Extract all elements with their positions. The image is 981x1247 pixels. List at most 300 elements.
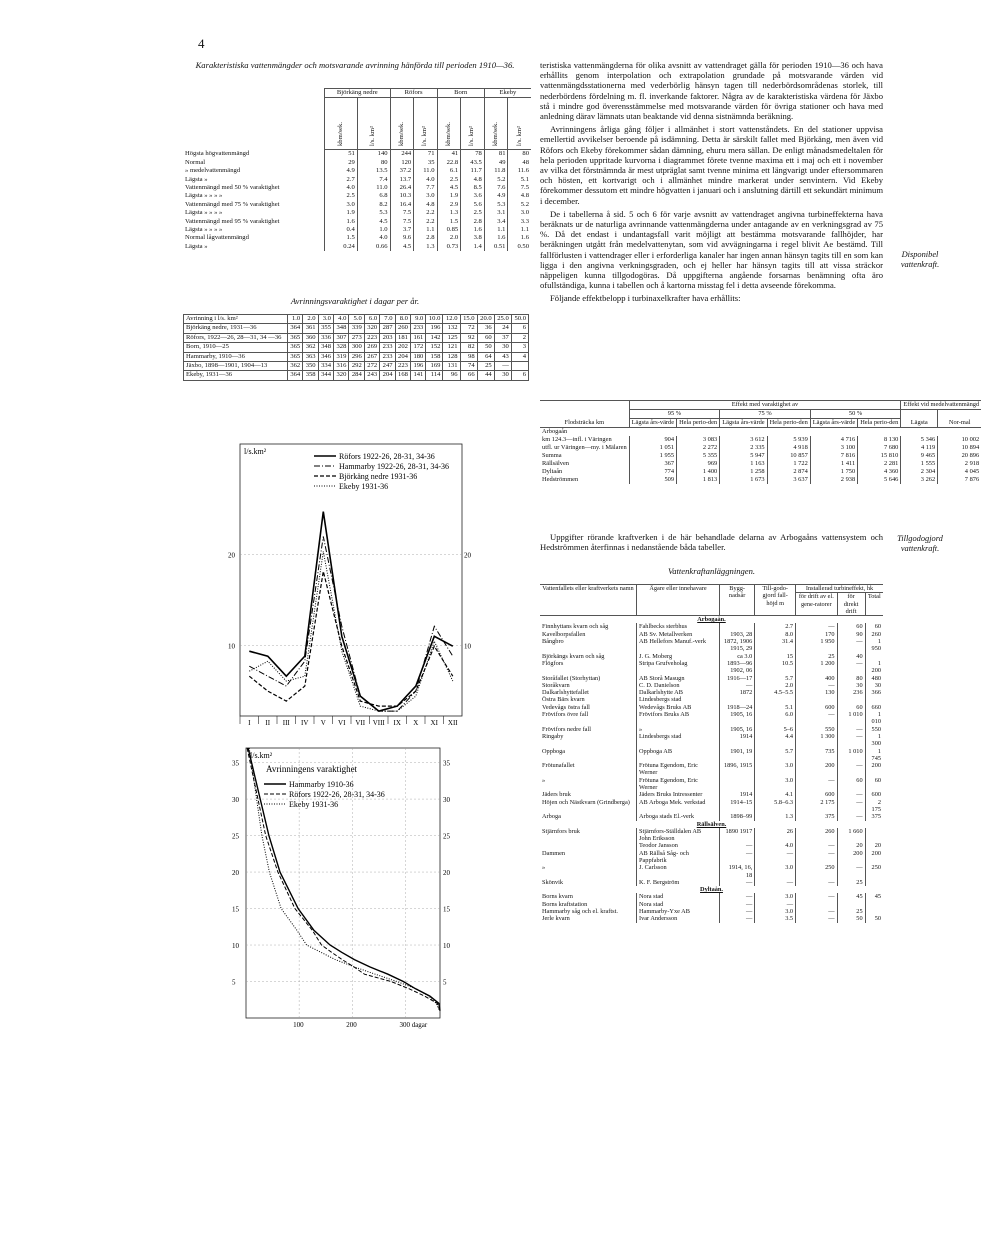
chart2-ytick: 35 bbox=[232, 759, 239, 768]
right-text-2 bbox=[540, 532, 883, 555]
cell: 158 bbox=[426, 352, 443, 361]
plant-a bbox=[796, 835, 838, 842]
cell: 2 938 bbox=[810, 476, 857, 484]
table-row bbox=[183, 218, 531, 226]
cell: 1 051 bbox=[629, 444, 676, 452]
chart1-ytick: 20 bbox=[228, 551, 235, 560]
table-row bbox=[540, 733, 883, 748]
cell: 8.5 bbox=[461, 184, 485, 192]
cell: 287 bbox=[380, 324, 395, 333]
plant-owner: AB Hellefors Manuf.-verk bbox=[637, 638, 720, 653]
plant-owner: Wedevågs Bruks AB bbox=[637, 704, 720, 711]
cell: 1.9 bbox=[325, 209, 358, 217]
plant-b: 45 bbox=[837, 893, 865, 900]
cell: 4 045 bbox=[938, 468, 981, 476]
plant-fall: 4.4 bbox=[755, 733, 796, 748]
cell: 204 bbox=[380, 371, 395, 380]
plant-a: 2 175 bbox=[796, 799, 838, 814]
cell: 233 bbox=[380, 352, 395, 361]
t4-h-name: Vattenfallets eller kraftverkets namn bbox=[540, 585, 637, 616]
table1 bbox=[183, 88, 531, 251]
cell: 1 411 bbox=[810, 460, 857, 468]
table-row bbox=[540, 748, 883, 763]
plant-year: 1872 bbox=[720, 689, 755, 696]
t2-col: 15.0 bbox=[460, 315, 477, 324]
plant-a: — bbox=[796, 893, 838, 900]
cell: 5.3 bbox=[357, 209, 390, 217]
chart1-curve bbox=[249, 512, 452, 711]
paragraph-1: teristiska vattenmängderna för olika avsnitt av vattendraget gälla för perioden 1910—36 och hava erhållits genom interpolation och extrapolation grundade på motsvarande värden vid vattenmängdsstationerna med vederbörlig hänsyn tagen till nederbördsområdenas storlek, till nederbördens fördelning m. fl. inverkande faktorer. Några av de karakteristiska värdena för Jäxbo stå i mindre god överensstämmelse med motsvarande värden för övriga stationer och hava med anledning därav lämnats utan beaktande vid denna sistnämnda beräkning. bbox=[540, 60, 883, 122]
cell: 1.3 bbox=[414, 243, 437, 251]
cell: 5 355 bbox=[677, 452, 720, 460]
t4-h-total: Total bbox=[865, 593, 883, 616]
cell: 4.9 bbox=[325, 167, 358, 175]
chart1-curve bbox=[249, 571, 452, 706]
plant-c: 50 bbox=[865, 915, 883, 922]
plant-year: — bbox=[720, 893, 755, 900]
plant-fall: — bbox=[755, 850, 796, 865]
cell: 243 bbox=[364, 371, 379, 380]
t1-group: Born bbox=[437, 89, 484, 98]
cell: 272 bbox=[364, 362, 379, 371]
plant-owner: Frötuna Egendom, Eric Werner bbox=[637, 762, 720, 777]
plant-fall: 2.0 bbox=[755, 682, 796, 689]
plant-c: 200 bbox=[865, 850, 883, 865]
plant-c bbox=[865, 653, 883, 660]
cell: 35 bbox=[414, 159, 437, 167]
cell: 203 bbox=[380, 333, 395, 342]
plant-name: Höjen och Nästkvarn (Grindberga) bbox=[542, 798, 630, 806]
t2-col: 2.0 bbox=[303, 315, 318, 324]
cell: 66 bbox=[460, 371, 477, 380]
table-row bbox=[540, 908, 883, 915]
t2-col: 20.0 bbox=[477, 315, 494, 324]
plant-year: 1914 bbox=[720, 733, 755, 748]
plant-b: 50 bbox=[837, 915, 865, 922]
chart2-ytick: 5 bbox=[232, 978, 236, 987]
plant-owner: Nora stad bbox=[637, 893, 720, 900]
plant-c: 60 bbox=[865, 623, 883, 630]
plant-a: — bbox=[796, 879, 838, 886]
cell: 74 bbox=[460, 362, 477, 371]
plant-b bbox=[837, 901, 865, 908]
chart1-month: I bbox=[248, 719, 251, 727]
plant-fall: 3.0 bbox=[755, 777, 796, 792]
t2-col: 7.0 bbox=[380, 315, 395, 324]
plant-c: 200 bbox=[865, 762, 883, 777]
plant-a: 735 bbox=[796, 748, 838, 763]
plant-year: 1905, 16 bbox=[720, 726, 755, 733]
table-row bbox=[183, 226, 531, 234]
cell: 361 bbox=[303, 324, 318, 333]
plant-a: — bbox=[796, 623, 838, 630]
plant-owner: Jäders Bruks Intressenter bbox=[637, 791, 720, 798]
row-label: Lägsta » » » » bbox=[185, 209, 223, 217]
t2-col: 50.0 bbox=[511, 315, 528, 324]
cell: 4 119 bbox=[901, 444, 938, 452]
duration-curve-chart bbox=[226, 742, 476, 1032]
t1-subhead: kbm/sek. bbox=[325, 98, 358, 150]
cell: 6.8 bbox=[357, 192, 390, 200]
plant-a: — bbox=[796, 908, 838, 915]
plant-year: 1916—17 bbox=[720, 675, 755, 682]
chart1-legend-label: Röfors 1922-26, 28-31, 34-36 bbox=[339, 452, 435, 461]
table-row bbox=[540, 901, 883, 908]
chart1-month: IV bbox=[301, 719, 309, 727]
row-label: Hedströmmen bbox=[542, 476, 579, 483]
cell: 4 360 bbox=[858, 468, 901, 476]
cell: 43 bbox=[494, 352, 511, 361]
plant-year: 1872, 1906 1915, 29 bbox=[720, 638, 755, 653]
table-row bbox=[183, 184, 531, 192]
plant-name bbox=[540, 835, 637, 842]
cell: 365 bbox=[287, 333, 302, 342]
chart1-legend-label: Ekeby 1931-36 bbox=[339, 482, 389, 491]
cell: 96 bbox=[443, 371, 460, 380]
section-heading: Rällsälven. bbox=[696, 820, 727, 828]
cell: 364 bbox=[287, 371, 302, 380]
plant-a: 200 bbox=[796, 762, 838, 777]
cell: 362 bbox=[303, 343, 318, 352]
table2-title: Avrinningsvaraktighet i dagar per år. bbox=[290, 296, 420, 306]
plant-fall: 4.0 bbox=[755, 842, 796, 849]
cell: 2.2 bbox=[414, 209, 437, 217]
cell: 7.7 bbox=[414, 184, 437, 192]
plant-b: 80 bbox=[837, 675, 865, 682]
cell: 5.3 bbox=[484, 201, 508, 209]
table-row bbox=[183, 150, 531, 159]
cell: 72 bbox=[460, 324, 477, 333]
cell: 82 bbox=[460, 343, 477, 352]
plant-c: 1 950 bbox=[865, 638, 883, 653]
plant-fall: 15 bbox=[755, 653, 796, 660]
table-row bbox=[540, 821, 883, 828]
cell: 1.1 bbox=[484, 226, 508, 234]
t2-col: 8.0 bbox=[395, 315, 410, 324]
plant-owner: Dalkarlshytte AB bbox=[637, 689, 720, 696]
plant-name: Bångbro bbox=[542, 638, 564, 646]
table-row bbox=[184, 371, 529, 380]
table-row bbox=[540, 879, 883, 886]
chart1-month: V bbox=[320, 719, 326, 727]
cell: 0.73 bbox=[437, 243, 461, 251]
table-row bbox=[540, 799, 883, 814]
plants-table bbox=[540, 584, 883, 923]
plant-a: — bbox=[796, 682, 838, 689]
plant-b: — bbox=[837, 762, 865, 777]
plant-year: 1903, 28 bbox=[720, 631, 755, 638]
table-row bbox=[183, 167, 531, 175]
row-label: utfl. ur Väringen—my. i Mälaren bbox=[542, 444, 627, 451]
cell: 1.1 bbox=[414, 226, 437, 234]
cell: 320 bbox=[364, 324, 379, 333]
plant-c: 60 bbox=[865, 777, 883, 792]
chart2-ytick-right: 10 bbox=[443, 942, 450, 951]
chart1-month: VIII bbox=[372, 719, 385, 727]
chart2-unit: l/s.km² bbox=[250, 751, 273, 760]
cell: 2.5 bbox=[325, 192, 358, 200]
cell: 3.8 bbox=[461, 234, 485, 242]
plant-c: 260 bbox=[865, 631, 883, 638]
row-label: Vattenmängd med 50 % varaktighet bbox=[185, 184, 280, 192]
plant-fall: 8.0 bbox=[755, 631, 796, 638]
plant-fall: 4.1 bbox=[755, 791, 796, 798]
plant-name: Björkängs kvarn och såg bbox=[542, 652, 605, 660]
cell: 161 bbox=[410, 333, 425, 342]
plant-fall: 3.0 bbox=[755, 908, 796, 915]
cell: 1.3 bbox=[437, 209, 461, 217]
cell: 4.8 bbox=[414, 201, 437, 209]
cell: 3.0 bbox=[325, 201, 358, 209]
cell: 4.0 bbox=[414, 176, 437, 184]
row-label: Lägsta » » » » bbox=[185, 226, 223, 234]
chart2-xtick: 200 bbox=[346, 1021, 357, 1029]
cell: 233 bbox=[380, 343, 395, 352]
cell: 10 894 bbox=[938, 444, 981, 452]
plant-name bbox=[540, 842, 637, 849]
row-label: Vattenmängd med 75 % varaktighet bbox=[185, 200, 280, 208]
cell: 10 002 bbox=[938, 436, 981, 444]
cell: 969 bbox=[677, 460, 720, 468]
cell: 9.6 bbox=[390, 234, 414, 242]
plant-owner: J. G. Moberg bbox=[637, 653, 720, 660]
t2-col: 25.0 bbox=[494, 315, 511, 324]
cell: 2 bbox=[511, 333, 528, 342]
plant-year: 1896, 1915 bbox=[720, 762, 755, 777]
cell: 3.3 bbox=[508, 218, 531, 226]
table-row bbox=[183, 159, 531, 167]
table-row bbox=[540, 682, 883, 689]
chart2-ytick-right: 15 bbox=[443, 905, 450, 914]
plant-fall: 3.0 bbox=[755, 762, 796, 777]
cell: 49 bbox=[484, 159, 508, 167]
cell: 509 bbox=[629, 476, 676, 484]
table-row bbox=[540, 675, 883, 682]
t3-h-hela: Hela perio-den bbox=[767, 419, 810, 428]
chart1-month: IX bbox=[393, 719, 401, 727]
chart2-xtick: 300 dagar bbox=[399, 1021, 428, 1029]
cell: 11.0 bbox=[357, 184, 390, 192]
section-heading: Dyltaån. bbox=[700, 886, 723, 894]
t1-group: Ekeby bbox=[484, 89, 531, 98]
table-row bbox=[540, 864, 883, 879]
cell: 0.24 bbox=[325, 243, 358, 251]
cell: 15 810 bbox=[858, 452, 901, 460]
cell: 1 673 bbox=[720, 476, 767, 484]
cell: 5.1 bbox=[508, 176, 531, 184]
cell: 320 bbox=[333, 371, 348, 380]
cell: 328 bbox=[333, 343, 348, 352]
cell: 8.2 bbox=[357, 201, 390, 209]
plant-name: Jäders bruk bbox=[542, 791, 571, 799]
cell: 2.5 bbox=[437, 176, 461, 184]
table-row bbox=[540, 711, 883, 726]
plant-a: 170 bbox=[796, 631, 838, 638]
plant-name: Storåfallet (Storhyttan) bbox=[542, 674, 601, 682]
plant-c bbox=[865, 696, 883, 703]
cell bbox=[511, 362, 528, 371]
plant-year: 1898–99 bbox=[720, 813, 755, 820]
cell: 24 bbox=[494, 324, 511, 333]
chart1-ytick: 10 bbox=[228, 642, 235, 651]
cell: 7.6 bbox=[484, 184, 508, 192]
plant-owner: AB Sv. Metallverken bbox=[637, 631, 720, 638]
row-label: Rällsälven bbox=[542, 460, 569, 467]
t2-head-label: Avrinning i l/s. km² bbox=[184, 315, 288, 324]
cell: 152 bbox=[426, 343, 443, 352]
plant-c: 660 bbox=[865, 704, 883, 711]
table-row bbox=[540, 638, 883, 653]
plant-a: 1 950 bbox=[796, 638, 838, 653]
section-heading: Arbogaån. bbox=[697, 616, 726, 624]
cell: 169 bbox=[426, 362, 443, 371]
cell: 269 bbox=[364, 343, 379, 352]
plant-year bbox=[720, 696, 755, 703]
cell: 2 272 bbox=[677, 444, 720, 452]
cell: 336 bbox=[318, 333, 333, 342]
cell: 5.6 bbox=[461, 201, 485, 209]
plant-owner: Stjärnfors-Ställdalen AB bbox=[637, 828, 720, 835]
monthly-runoff-chart bbox=[226, 438, 476, 738]
table-row bbox=[540, 616, 883, 624]
row-label: Jäxbo, 1898—1901, 1904—13 bbox=[184, 362, 288, 371]
cell: 60 bbox=[477, 333, 494, 342]
cell: 168 bbox=[395, 371, 410, 380]
t2-col: 5.0 bbox=[349, 315, 364, 324]
plant-fall: 26 bbox=[755, 828, 796, 835]
plant-fall: — bbox=[755, 879, 796, 886]
cell: 26.4 bbox=[390, 184, 414, 192]
cell: 5 939 bbox=[767, 436, 810, 444]
cell: 4.5 bbox=[357, 218, 390, 226]
cell: 41 bbox=[437, 150, 461, 159]
cell: 80 bbox=[508, 150, 531, 159]
cell: 9 465 bbox=[901, 452, 938, 460]
cell: 1 400 bbox=[677, 468, 720, 476]
plant-year: 1918—24 bbox=[720, 704, 755, 711]
cell: 0.50 bbox=[508, 243, 531, 251]
plant-fall: 5–6 bbox=[755, 726, 796, 733]
cell: 180 bbox=[410, 352, 425, 361]
cell: 3.0 bbox=[508, 209, 531, 217]
plant-name: Stjärnfors bruk bbox=[542, 827, 580, 835]
t3-h-normal: Nor-mal bbox=[938, 410, 981, 428]
plant-name: Dammen bbox=[542, 849, 566, 857]
plant-owner: Oppboga AB bbox=[637, 748, 720, 763]
chart2-ytick: 20 bbox=[232, 869, 239, 878]
t2-col: 4.0 bbox=[333, 315, 348, 324]
chart1-ytick-right: 20 bbox=[464, 551, 471, 560]
plant-c: 1 200 bbox=[865, 660, 883, 675]
cell: 1.6 bbox=[461, 226, 485, 234]
plant-name: Borns kvarn bbox=[542, 893, 573, 901]
plant-b: 60 bbox=[837, 704, 865, 711]
cell: 30 bbox=[494, 371, 511, 380]
plant-name: Oppboga bbox=[542, 747, 566, 755]
cell: 3.4 bbox=[484, 218, 508, 226]
cell: 25 bbox=[477, 362, 494, 371]
table-row bbox=[540, 444, 981, 452]
t1-group: Röfors bbox=[390, 89, 437, 98]
t1-group: Björkäng nedre bbox=[325, 89, 391, 98]
cell: 202 bbox=[395, 343, 410, 352]
t3-h-effektvid: Effekt vid medelvattenmängd bbox=[901, 401, 981, 410]
plant-fall: 5.1 bbox=[755, 704, 796, 711]
table-row bbox=[540, 828, 883, 835]
chart1-month: VII bbox=[355, 719, 366, 727]
cell: 30 bbox=[494, 343, 511, 352]
table-row bbox=[183, 209, 531, 217]
plant-owner: C. D. Danielson bbox=[637, 682, 720, 689]
plant-a: 600 bbox=[796, 704, 838, 711]
effect-table bbox=[540, 400, 980, 484]
plant-a: 600 bbox=[796, 791, 838, 798]
cell: 10.3 bbox=[390, 192, 414, 200]
table-row bbox=[540, 696, 883, 703]
table-row bbox=[540, 893, 883, 900]
plant-name: Ringaby bbox=[542, 732, 564, 740]
plant-b: 40 bbox=[837, 653, 865, 660]
plant-year: 1914–15 bbox=[720, 799, 755, 814]
cell: 2 874 bbox=[767, 468, 810, 476]
cell: 244 bbox=[390, 150, 414, 159]
plant-owner: AB Storå Masugn bbox=[637, 675, 720, 682]
plant-year: 1890 1917 bbox=[720, 828, 755, 835]
plant-name: Finnhyttans kvarn och såg bbox=[542, 623, 609, 631]
plant-year: 1905, 16 bbox=[720, 711, 755, 726]
cell: 3.6 bbox=[461, 192, 485, 200]
plant-year: — bbox=[720, 682, 755, 689]
plant-b bbox=[837, 696, 865, 703]
plant-c: 250 bbox=[865, 864, 883, 879]
plant-year: — bbox=[720, 842, 755, 849]
chart1-curve bbox=[249, 552, 452, 712]
plant-a: — bbox=[796, 711, 838, 726]
plant-owner: » bbox=[637, 726, 720, 733]
row-label: km 124.3—infl. i Väringen bbox=[542, 436, 612, 443]
chart1-ytick-right: 10 bbox=[464, 642, 471, 651]
cell: 7 876 bbox=[938, 476, 981, 484]
plant-owner: Ivar Andersson bbox=[637, 915, 720, 922]
table-row bbox=[540, 623, 883, 630]
cell: 7 816 bbox=[810, 452, 857, 460]
plant-year: — bbox=[720, 879, 755, 886]
cell: 48 bbox=[508, 159, 531, 167]
table4-title: Vattenkraftanläggningen. bbox=[667, 566, 756, 576]
cell: 339 bbox=[349, 324, 364, 333]
plant-c bbox=[865, 835, 883, 842]
cell: 20 896 bbox=[938, 452, 981, 460]
table-row bbox=[540, 460, 981, 468]
cell: 125 bbox=[443, 333, 460, 342]
cell: 1.9 bbox=[437, 192, 461, 200]
plant-fall: 6.0 bbox=[755, 711, 796, 726]
cell: 1 722 bbox=[767, 460, 810, 468]
cell: 0.4 bbox=[325, 226, 358, 234]
cell: 5 947 bbox=[720, 452, 767, 460]
cell: 4.8 bbox=[508, 192, 531, 200]
cell: 1 258 bbox=[720, 468, 767, 476]
cell: 132 bbox=[443, 324, 460, 333]
cell: 1 750 bbox=[810, 468, 857, 476]
chart2-legend-label: Röfors 1922-26, 28-31, 34-36 bbox=[289, 790, 385, 799]
cell: 1.5 bbox=[437, 218, 461, 226]
plant-b: — bbox=[837, 799, 865, 814]
plant-year: 1901, 19 bbox=[720, 748, 755, 763]
cell: 2.7 bbox=[325, 176, 358, 184]
plant-b: — bbox=[837, 791, 865, 798]
cell: 0.85 bbox=[437, 226, 461, 234]
